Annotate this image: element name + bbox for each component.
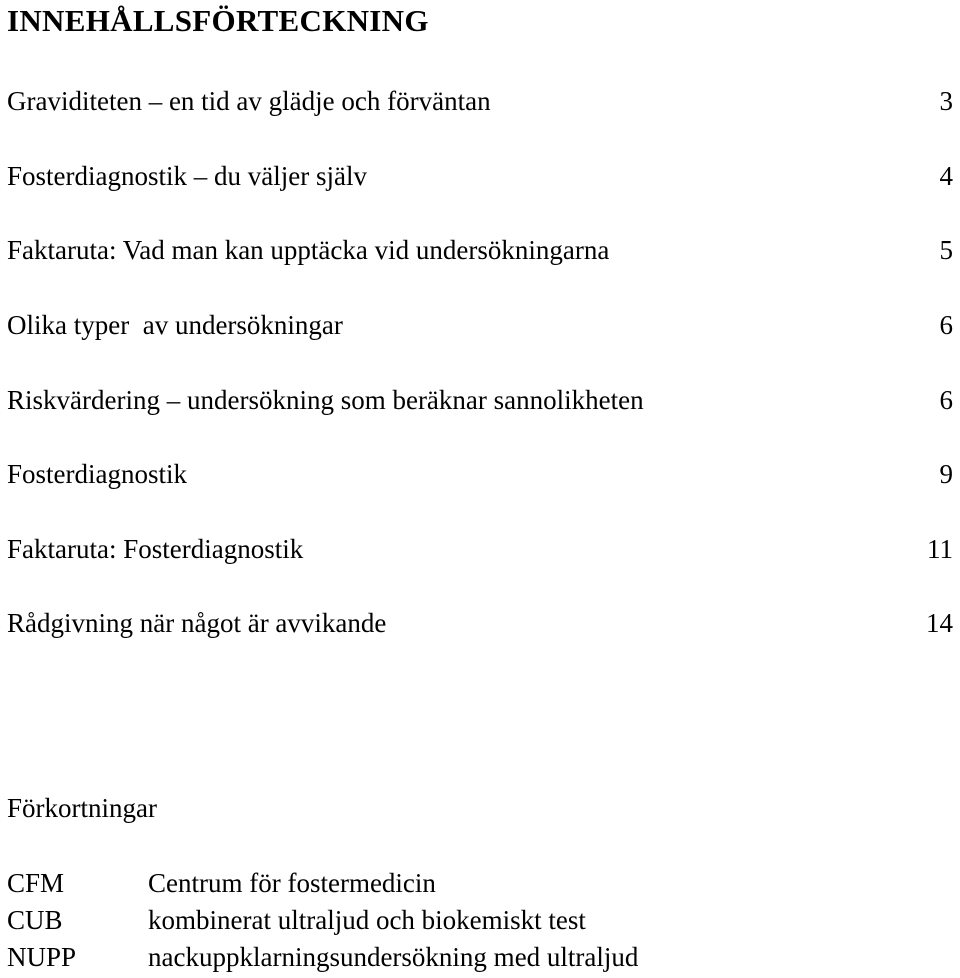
toc-entry-page: 14 [926, 608, 953, 638]
abbreviation-value: nackuppklarningsundersökning med ultraljud [148, 942, 639, 972]
toc-entry-page: 3 [939, 86, 953, 116]
toc-entry-page: 6 [939, 310, 953, 340]
toc-entry-title: Faktaruta: Fosterdiagnostik [7, 534, 304, 564]
abbreviation-key: CUB [7, 905, 63, 935]
toc-entry[interactable] [7, 533, 953, 565]
toc-entry[interactable] [7, 85, 953, 117]
abbreviation-key: CFM [7, 868, 65, 898]
toc-entry-title: Olika typer av undersökningar [7, 310, 343, 340]
abbreviation-value: Centrum för fostermedicin [148, 868, 436, 898]
toc-entry-page: 9 [939, 459, 953, 489]
toc-entry-title: Fosterdiagnostik – du väljer själv [7, 161, 367, 191]
toc-entry-page: 5 [939, 235, 953, 265]
toc-entry[interactable] [7, 384, 953, 416]
toc-entry-title: Fosterdiagnostik [7, 459, 187, 489]
abbreviation-key: NUPP [7, 942, 77, 972]
toc-entry-page: 6 [939, 385, 953, 415]
toc-entry-page: 4 [939, 161, 953, 191]
abbreviation-item [7, 904, 586, 936]
abbreviation-item [7, 867, 436, 899]
toc-entry[interactable] [7, 458, 953, 490]
toc-entry-title: Riskvärdering – undersökning som beräknar sannolikheten [7, 385, 644, 415]
toc-entry-page: 11 [927, 534, 953, 564]
page-title: INNEHÅLLSFÖRTECKNING [7, 3, 429, 38]
toc-entry-title: Graviditeten – en tid av glädje och förväntan [7, 86, 491, 116]
toc-entry[interactable] [7, 607, 953, 639]
toc-entry-title: Rådgivning när något är avvikande [7, 608, 387, 638]
abbreviations-heading: Förkortningar [7, 793, 157, 823]
toc-entry[interactable] [7, 309, 953, 341]
toc-entry[interactable] [7, 234, 953, 266]
toc-entry[interactable] [7, 160, 953, 192]
abbreviation-value: kombinerat ultraljud och biokemiskt test [148, 905, 586, 935]
abbreviation-item [7, 941, 638, 973]
toc-entry-title: Faktaruta: Vad man kan upptäcka vid undersökningarna [7, 235, 610, 265]
